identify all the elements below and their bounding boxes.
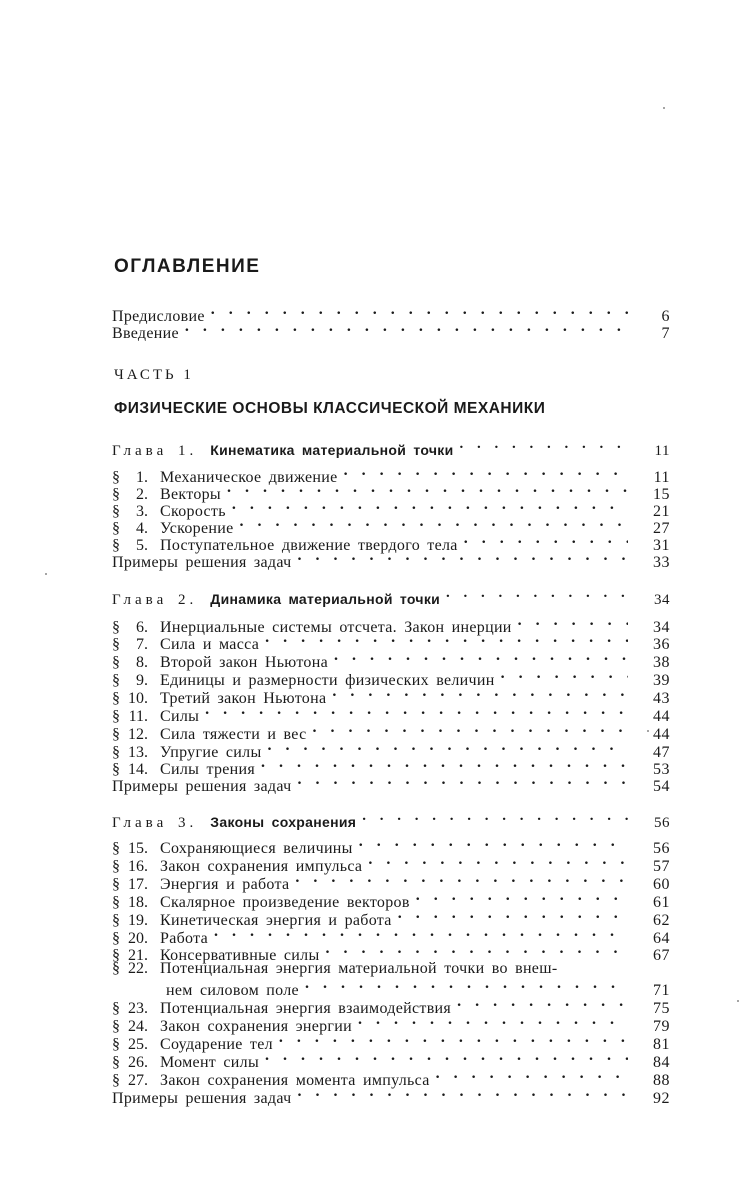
page-number: 79 bbox=[653, 1018, 670, 1035]
section-title: Упругие силы bbox=[160, 744, 262, 761]
toc-title: ОГЛАВЛЕНИЕ bbox=[114, 256, 261, 277]
toc-section-18[interactable] bbox=[112, 889, 670, 911]
dot-leader bbox=[227, 481, 628, 499]
section-number: 17. bbox=[128, 876, 148, 893]
dot-leader bbox=[398, 907, 628, 925]
page-number: 88 bbox=[653, 1072, 670, 1089]
section-sign: § bbox=[112, 894, 120, 911]
dot-leader bbox=[240, 515, 629, 533]
page-number: 36 bbox=[653, 636, 670, 653]
page-number: 44 bbox=[653, 726, 670, 743]
section-number: 10. bbox=[128, 690, 148, 707]
page-number: 7 bbox=[661, 325, 670, 342]
page-number: 39 bbox=[653, 672, 670, 689]
page-number: 71 bbox=[653, 982, 670, 999]
section-number: 8. bbox=[136, 654, 148, 671]
section-number: 23. bbox=[128, 1000, 148, 1017]
dot-leader bbox=[232, 498, 628, 516]
entry-text: Введение bbox=[112, 325, 179, 342]
section-number: 19. bbox=[128, 912, 148, 929]
dot-leader bbox=[358, 1013, 628, 1031]
toc-section-13[interactable] bbox=[112, 739, 670, 761]
dot-leader bbox=[214, 925, 628, 943]
toc-section-12[interactable] bbox=[112, 721, 670, 743]
section-title: Механическое движение bbox=[160, 469, 338, 486]
section-title: Работа bbox=[160, 930, 209, 947]
examples-title: Примеры решения задач bbox=[112, 554, 292, 571]
section-sign: § bbox=[112, 858, 120, 875]
toc-section-5[interactable] bbox=[112, 532, 670, 554]
section-title: Момент силы bbox=[160, 1054, 260, 1071]
section-title: Потенциальная энергия взаимодействия bbox=[160, 1000, 452, 1017]
dot-leader bbox=[268, 739, 629, 757]
dot-leader bbox=[501, 667, 628, 685]
toc-section-10[interactable] bbox=[112, 685, 670, 707]
section-title: Инерциальные системы отсчета. Закон инерции bbox=[160, 619, 512, 636]
page-number: 84 bbox=[653, 1054, 670, 1071]
dot-leader bbox=[436, 1067, 628, 1085]
section-sign: § bbox=[112, 912, 120, 929]
section-sign: § bbox=[112, 1072, 120, 1089]
section-number: 14. bbox=[128, 761, 148, 778]
chapter-title: Динамика материальной точки bbox=[210, 591, 441, 607]
section-number: 24. bbox=[128, 1018, 148, 1035]
toc-examples-chapter-2[interactable] bbox=[112, 773, 670, 795]
page-number: 31 bbox=[653, 537, 670, 554]
dot-leader bbox=[211, 303, 628, 321]
toc-section-2[interactable] bbox=[112, 481, 670, 503]
part-label: ЧАСТЬ 1 bbox=[114, 367, 194, 383]
section-number: 26. bbox=[128, 1054, 148, 1071]
page-number: 44 bbox=[653, 708, 670, 725]
scan-speck bbox=[647, 730, 649, 732]
dot-leader bbox=[297, 773, 628, 791]
chapter-heading-1[interactable] bbox=[112, 437, 670, 459]
section-title: Закон сохранения энергии bbox=[160, 1018, 353, 1035]
scan-speck bbox=[663, 107, 665, 109]
toc-section-3[interactable] bbox=[112, 498, 670, 520]
page-number: 92 bbox=[653, 1090, 670, 1107]
section-title: Потенциальная энергия материальной точки во внеш- bbox=[160, 960, 558, 977]
section-title: Силы bbox=[160, 708, 200, 725]
section-number: 4. bbox=[136, 520, 148, 537]
page-number: 21 bbox=[653, 503, 670, 520]
dot-leader bbox=[297, 549, 628, 567]
toc-section-23[interactable] bbox=[112, 995, 670, 1017]
page-number: 61 bbox=[653, 894, 670, 911]
page-number: 81 bbox=[653, 1036, 670, 1053]
page-number: 75 bbox=[653, 1000, 670, 1017]
section-sign: § bbox=[112, 1000, 120, 1017]
section-number: 18. bbox=[128, 894, 148, 911]
dot-leader bbox=[359, 835, 628, 853]
section-title: Поступательное движение твердого тела bbox=[160, 537, 458, 554]
dot-leader bbox=[265, 631, 628, 649]
page-number: 34 bbox=[653, 619, 670, 636]
page-number: 6 bbox=[661, 308, 670, 325]
page-number: 57 bbox=[653, 858, 670, 875]
dot-leader bbox=[362, 809, 628, 827]
page-number: 54 bbox=[653, 778, 670, 795]
dot-leader bbox=[459, 437, 628, 455]
dot-leader bbox=[297, 1085, 628, 1103]
section-sign: § bbox=[112, 636, 120, 653]
section-number: 3. bbox=[136, 503, 148, 520]
section-number: 11. bbox=[128, 708, 148, 725]
toc-section-27[interactable] bbox=[112, 1067, 670, 1089]
dot-leader bbox=[305, 977, 628, 995]
section-number: 9. bbox=[136, 672, 148, 689]
chapter-heading-2[interactable] bbox=[112, 586, 670, 608]
toc-entry-introduction[interactable] bbox=[112, 320, 670, 342]
scan-speck bbox=[45, 573, 47, 575]
section-number: 2. bbox=[136, 486, 148, 503]
section-sign: § bbox=[112, 960, 120, 977]
toc-section-9[interactable] bbox=[112, 667, 670, 689]
chapter-label: Глава 1. bbox=[112, 443, 198, 459]
section-title: Закон сохранения момента импульса bbox=[160, 1072, 430, 1089]
section-number: 7. bbox=[136, 636, 148, 653]
page-number: 38 bbox=[653, 654, 670, 671]
dot-leader bbox=[185, 320, 628, 338]
section-title: Ускорение bbox=[160, 520, 234, 537]
section-number: 27. bbox=[128, 1072, 148, 1089]
dot-leader bbox=[457, 995, 628, 1013]
section-sign: § bbox=[112, 520, 120, 537]
section-number: 6. bbox=[136, 619, 148, 636]
dot-leader bbox=[313, 721, 629, 739]
section-sign: § bbox=[112, 840, 120, 857]
examples-title: Примеры решения задач bbox=[112, 778, 292, 795]
entry-text: Предисловие bbox=[112, 308, 205, 325]
section-title: Энергия и работа bbox=[160, 876, 290, 893]
section-number: 5. bbox=[136, 537, 148, 554]
page-number: 56 bbox=[654, 815, 670, 831]
section-sign: § bbox=[112, 486, 120, 503]
section-title: Сила тяжести и вес bbox=[160, 726, 307, 743]
section-sign: § bbox=[112, 744, 120, 761]
section-sign: § bbox=[112, 619, 120, 636]
toc-section-15[interactable] bbox=[112, 835, 670, 857]
page-number: 43 bbox=[653, 690, 670, 707]
dot-leader bbox=[295, 871, 628, 889]
page-number: 56 bbox=[653, 840, 670, 857]
toc-section-19[interactable] bbox=[112, 907, 670, 929]
section-number: 20. bbox=[128, 930, 148, 947]
page-number: 27 bbox=[653, 520, 670, 537]
section-title: Скалярное произведение векторов bbox=[160, 894, 410, 911]
section-sign: § bbox=[112, 654, 120, 671]
toc-section-22-continuation[interactable] bbox=[112, 977, 670, 999]
page-number: 47 bbox=[653, 744, 670, 761]
dot-leader bbox=[326, 942, 629, 960]
section-title: Третий закон Ньютона bbox=[160, 690, 327, 707]
section-title: Силы трения bbox=[160, 761, 256, 778]
section-title: Единицы и размерности физических величин bbox=[160, 672, 495, 689]
dot-leader bbox=[464, 532, 628, 550]
dot-leader bbox=[261, 756, 628, 774]
section-sign: § bbox=[112, 537, 120, 554]
chapter-label: Глава 3. bbox=[112, 815, 198, 831]
page-number: 11 bbox=[654, 443, 670, 459]
part-title: ФИЗИЧЕСКИЕ ОСНОВЫ КЛАССИЧЕСКОЙ МЕХАНИКИ bbox=[114, 400, 546, 417]
toc-section-4[interactable] bbox=[112, 515, 670, 537]
section-title: Консервативные силы bbox=[160, 947, 320, 964]
dot-leader bbox=[368, 853, 628, 871]
dot-leader bbox=[332, 685, 628, 703]
section-title: Векторы bbox=[160, 486, 221, 503]
toc-section-11[interactable] bbox=[112, 703, 670, 725]
page-number: 53 bbox=[653, 761, 670, 778]
page-number: 15 bbox=[653, 486, 670, 503]
section-title: Закон сохранения импульса bbox=[160, 858, 363, 875]
dot-leader bbox=[334, 649, 628, 667]
dot-leader bbox=[446, 586, 628, 604]
section-number: 13. bbox=[128, 744, 148, 761]
toc-section-16[interactable] bbox=[112, 853, 670, 875]
toc-examples-chapter-3[interactable] bbox=[112, 1085, 670, 1107]
toc-section-1[interactable] bbox=[112, 464, 670, 486]
section-sign: § bbox=[112, 876, 120, 893]
section-number: 1. bbox=[136, 469, 148, 486]
section-sign: § bbox=[112, 761, 120, 778]
toc-section-20[interactable] bbox=[112, 925, 670, 947]
section-sign: § bbox=[112, 726, 120, 743]
dot-leader bbox=[344, 464, 628, 482]
toc-section-14[interactable] bbox=[112, 756, 670, 778]
section-number: 12. bbox=[128, 726, 148, 743]
section-sign: § bbox=[112, 1054, 120, 1071]
scan-speck bbox=[737, 1000, 739, 1002]
toc-section-17[interactable] bbox=[112, 871, 670, 893]
page-number: 64 bbox=[653, 930, 670, 947]
toc-section-26[interactable] bbox=[112, 1049, 670, 1071]
dot-leader bbox=[279, 1031, 628, 1049]
section-sign: § bbox=[112, 503, 120, 520]
chapter-title: Законы сохранения bbox=[210, 814, 357, 830]
page-number: 62 bbox=[653, 912, 670, 929]
section-sign: § bbox=[112, 930, 120, 947]
toc-section-6[interactable] bbox=[112, 614, 670, 636]
dot-leader bbox=[205, 703, 628, 721]
section-title-continuation: нем силовом поле bbox=[166, 982, 299, 999]
toc-section-8[interactable] bbox=[112, 649, 670, 671]
section-title: Второй закон Ньютона bbox=[160, 654, 328, 671]
toc-entry-preface[interactable] bbox=[112, 303, 670, 325]
section-title: Кинетическая энергия и работа bbox=[160, 912, 392, 929]
toc-examples-chapter-1[interactable] bbox=[112, 549, 670, 571]
section-sign: § bbox=[112, 947, 120, 964]
dot-leader bbox=[265, 1049, 628, 1067]
chapter-label: Глава 2. bbox=[112, 592, 198, 608]
section-title: Сохраняющиеся величины bbox=[160, 840, 353, 857]
page-number: 11 bbox=[653, 469, 670, 486]
page-number: 34 bbox=[654, 592, 670, 608]
section-title: Соударение тел bbox=[160, 1036, 273, 1053]
toc-section-7[interactable] bbox=[112, 631, 670, 653]
section-sign: § bbox=[112, 1018, 120, 1035]
toc-section-22[interactable] bbox=[112, 960, 670, 978]
section-number: 16. bbox=[128, 858, 148, 875]
dot-leader bbox=[518, 614, 628, 632]
section-number: 25. bbox=[128, 1036, 148, 1053]
toc-section-24[interactable] bbox=[112, 1013, 670, 1035]
page-number: 60 bbox=[653, 876, 670, 893]
dot-leader bbox=[416, 889, 628, 907]
section-number: 15. bbox=[128, 840, 148, 857]
page-number: 67 bbox=[653, 947, 670, 964]
section-title: Сила и масса bbox=[160, 636, 260, 653]
section-number: 21. bbox=[128, 947, 148, 964]
section-number: 22. bbox=[128, 960, 148, 977]
section-sign: § bbox=[112, 1036, 120, 1053]
examples-title: Примеры решения задач bbox=[112, 1090, 292, 1107]
section-sign: § bbox=[112, 672, 120, 689]
section-title: Скорость bbox=[160, 503, 226, 520]
section-sign: § bbox=[112, 469, 120, 486]
section-sign: § bbox=[112, 690, 120, 707]
toc-section-21[interactable] bbox=[112, 942, 670, 964]
section-sign: § bbox=[112, 708, 120, 725]
toc-section-25[interactable] bbox=[112, 1031, 670, 1053]
chapter-title: Кинематика материальной точки bbox=[210, 442, 454, 458]
page-number: 33 bbox=[653, 554, 670, 571]
chapter-heading-3[interactable] bbox=[112, 809, 670, 831]
